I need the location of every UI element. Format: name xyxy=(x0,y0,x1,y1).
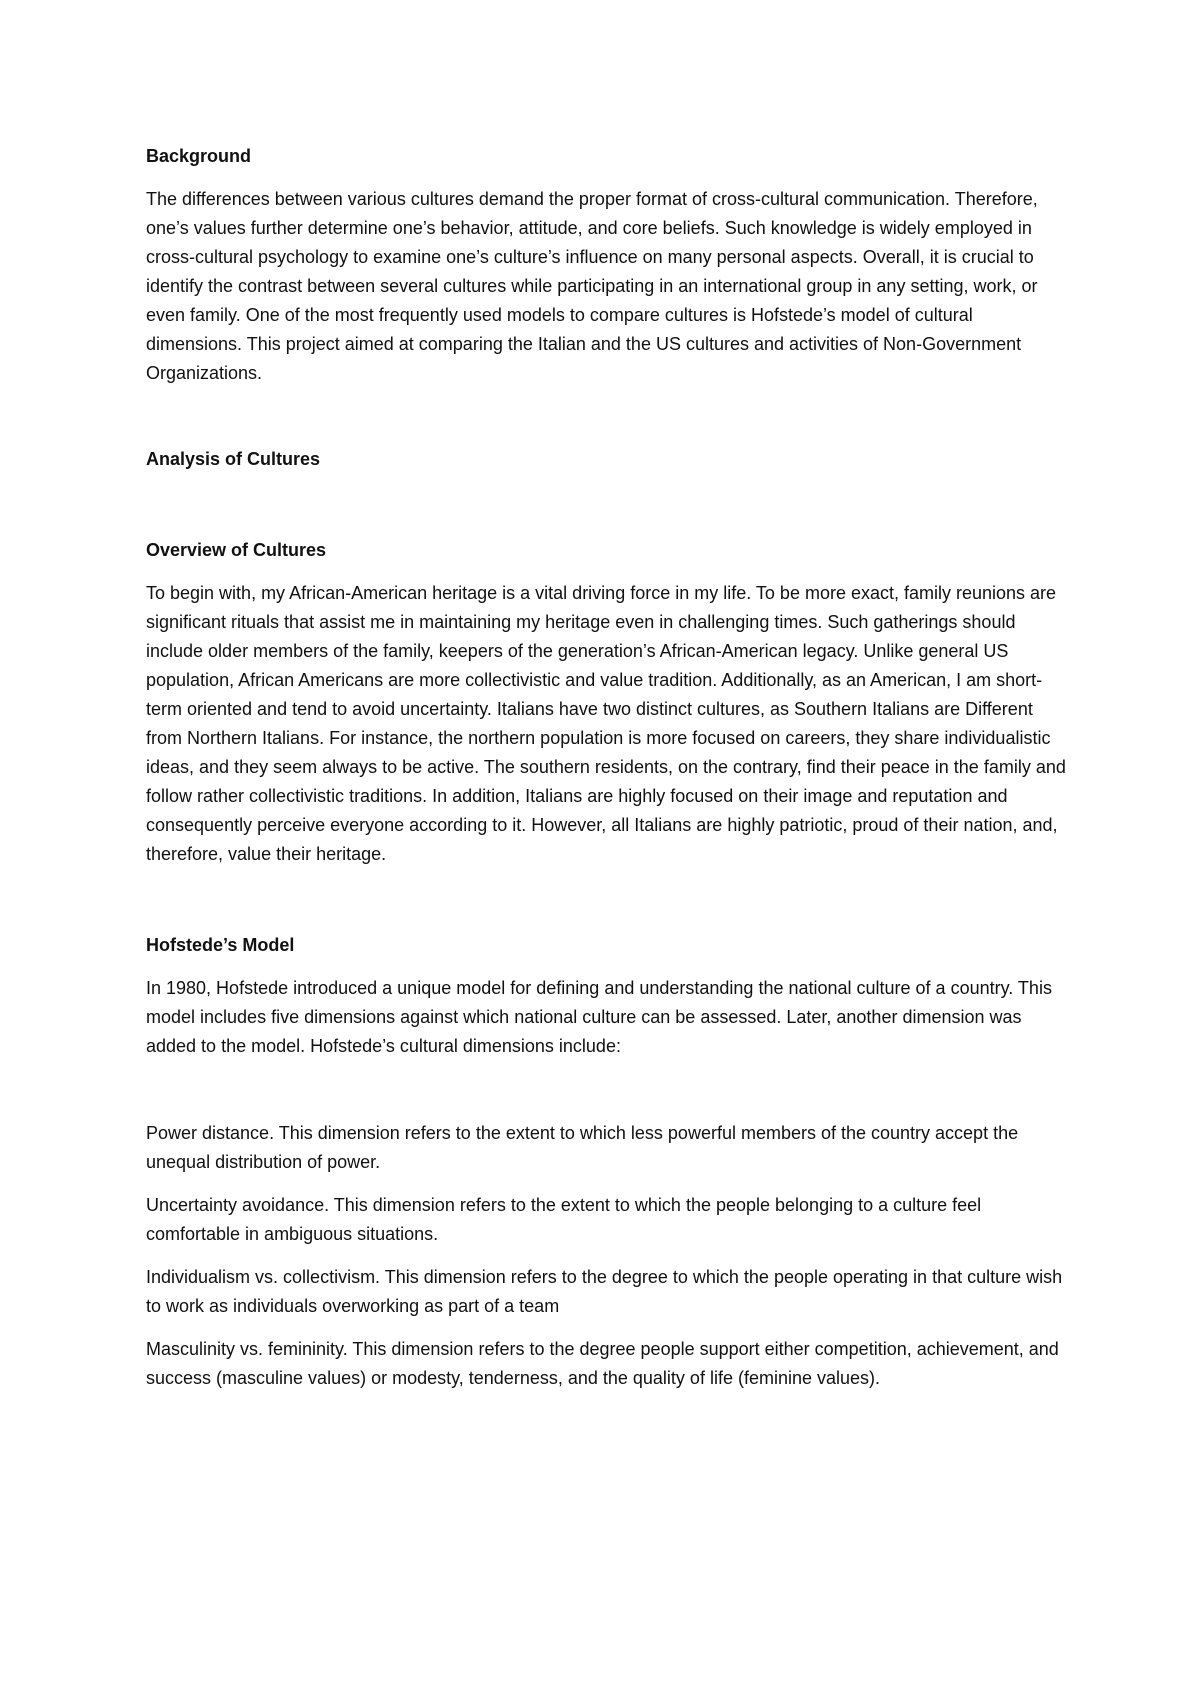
paragraph-overview: To begin with, my African-American heritage is a vital driving force in my life. To be more exact, family reunions are significant rituals that assist me in maintaining my heritage even in challenging times. Such gatherings should include older members of the family, keepers of the generation’s African-American legacy. Unlike general US population, African Americans are more collectivistic and value tradition. Additionally, as an American, I am short-term oriented and tend to avoid uncertainty. Italians have two distinct cultures, as Southern Italians are Different from Northern Italians. For instance, the northern population is more focused on careers, they share individualistic ideas, and they seem always to be active. The southern residents, on the contrary, find their peace in the family and follow rather collectivistic traditions. In addition, Italians are highly focused on their image and reputation and consequently perceive everyone according to it. However, all Italians are highly patriotic, proud of their nation, and, therefore, value their heritage. xyxy=(146,583,1066,864)
paragraph-background: The differences between various cultures demand the proper format of cross-cultural communication. Therefore, one’s values further determine one’s behavior, attitude, and core beliefs. Such knowledge is widely employed in cross-cultural psychology to examine one’s culture’s influence on many personal aspects. Overall, it is crucial to identify the contrast between several cultures while participating in an international group in any setting, work, or even family. One of the most frequently used models to compare cultures is Hofstede’s model of cultural dimensions. This project aimed at comparing the Italian and the US cultures and activities of Non-Government Organizations. xyxy=(146,189,1038,383)
paragraph-hofstede: In 1980, Hofstede introduced a unique model for defining and understanding the national culture of a country. This model includes five dimensions against which national culture can be assessed. Later, another dimension was added to the model. Hofstede’s cultural dimensions include: xyxy=(146,978,1052,1056)
heading-overview-of-cultures: Overview of Cultures xyxy=(146,540,327,560)
dimension-uncertainty-avoidance: Uncertainty avoidance. This dimension refers to the extent to which the people belonging to a culture feel comfortable in ambiguous situations. xyxy=(146,1195,982,1244)
heading-hofstedes-model: Hofstede’s Model xyxy=(146,935,295,955)
dimension-individualism: Individualism vs. collectivism. This dimension refers to the degree to which the people operating in that culture wish to work as individuals overworking as part of a team xyxy=(146,1267,1063,1316)
dimension-list xyxy=(146,1119,1066,1393)
dimension-power-distance: Power distance. This dimension refers to the extent to which less powerful members of the country accept the unequal distribution of power. xyxy=(146,1123,1019,1172)
heading-analysis-of-cultures: Analysis of Cultures xyxy=(146,449,321,469)
document-page xyxy=(146,142,1066,1407)
heading-background: Background xyxy=(146,146,252,166)
dimension-masculinity: Masculinity vs. femininity. This dimension refers to the degree people support either competition, achievement, and success (masculine values) or modesty, tenderness, and the quality of life (feminine values). xyxy=(146,1339,1059,1388)
